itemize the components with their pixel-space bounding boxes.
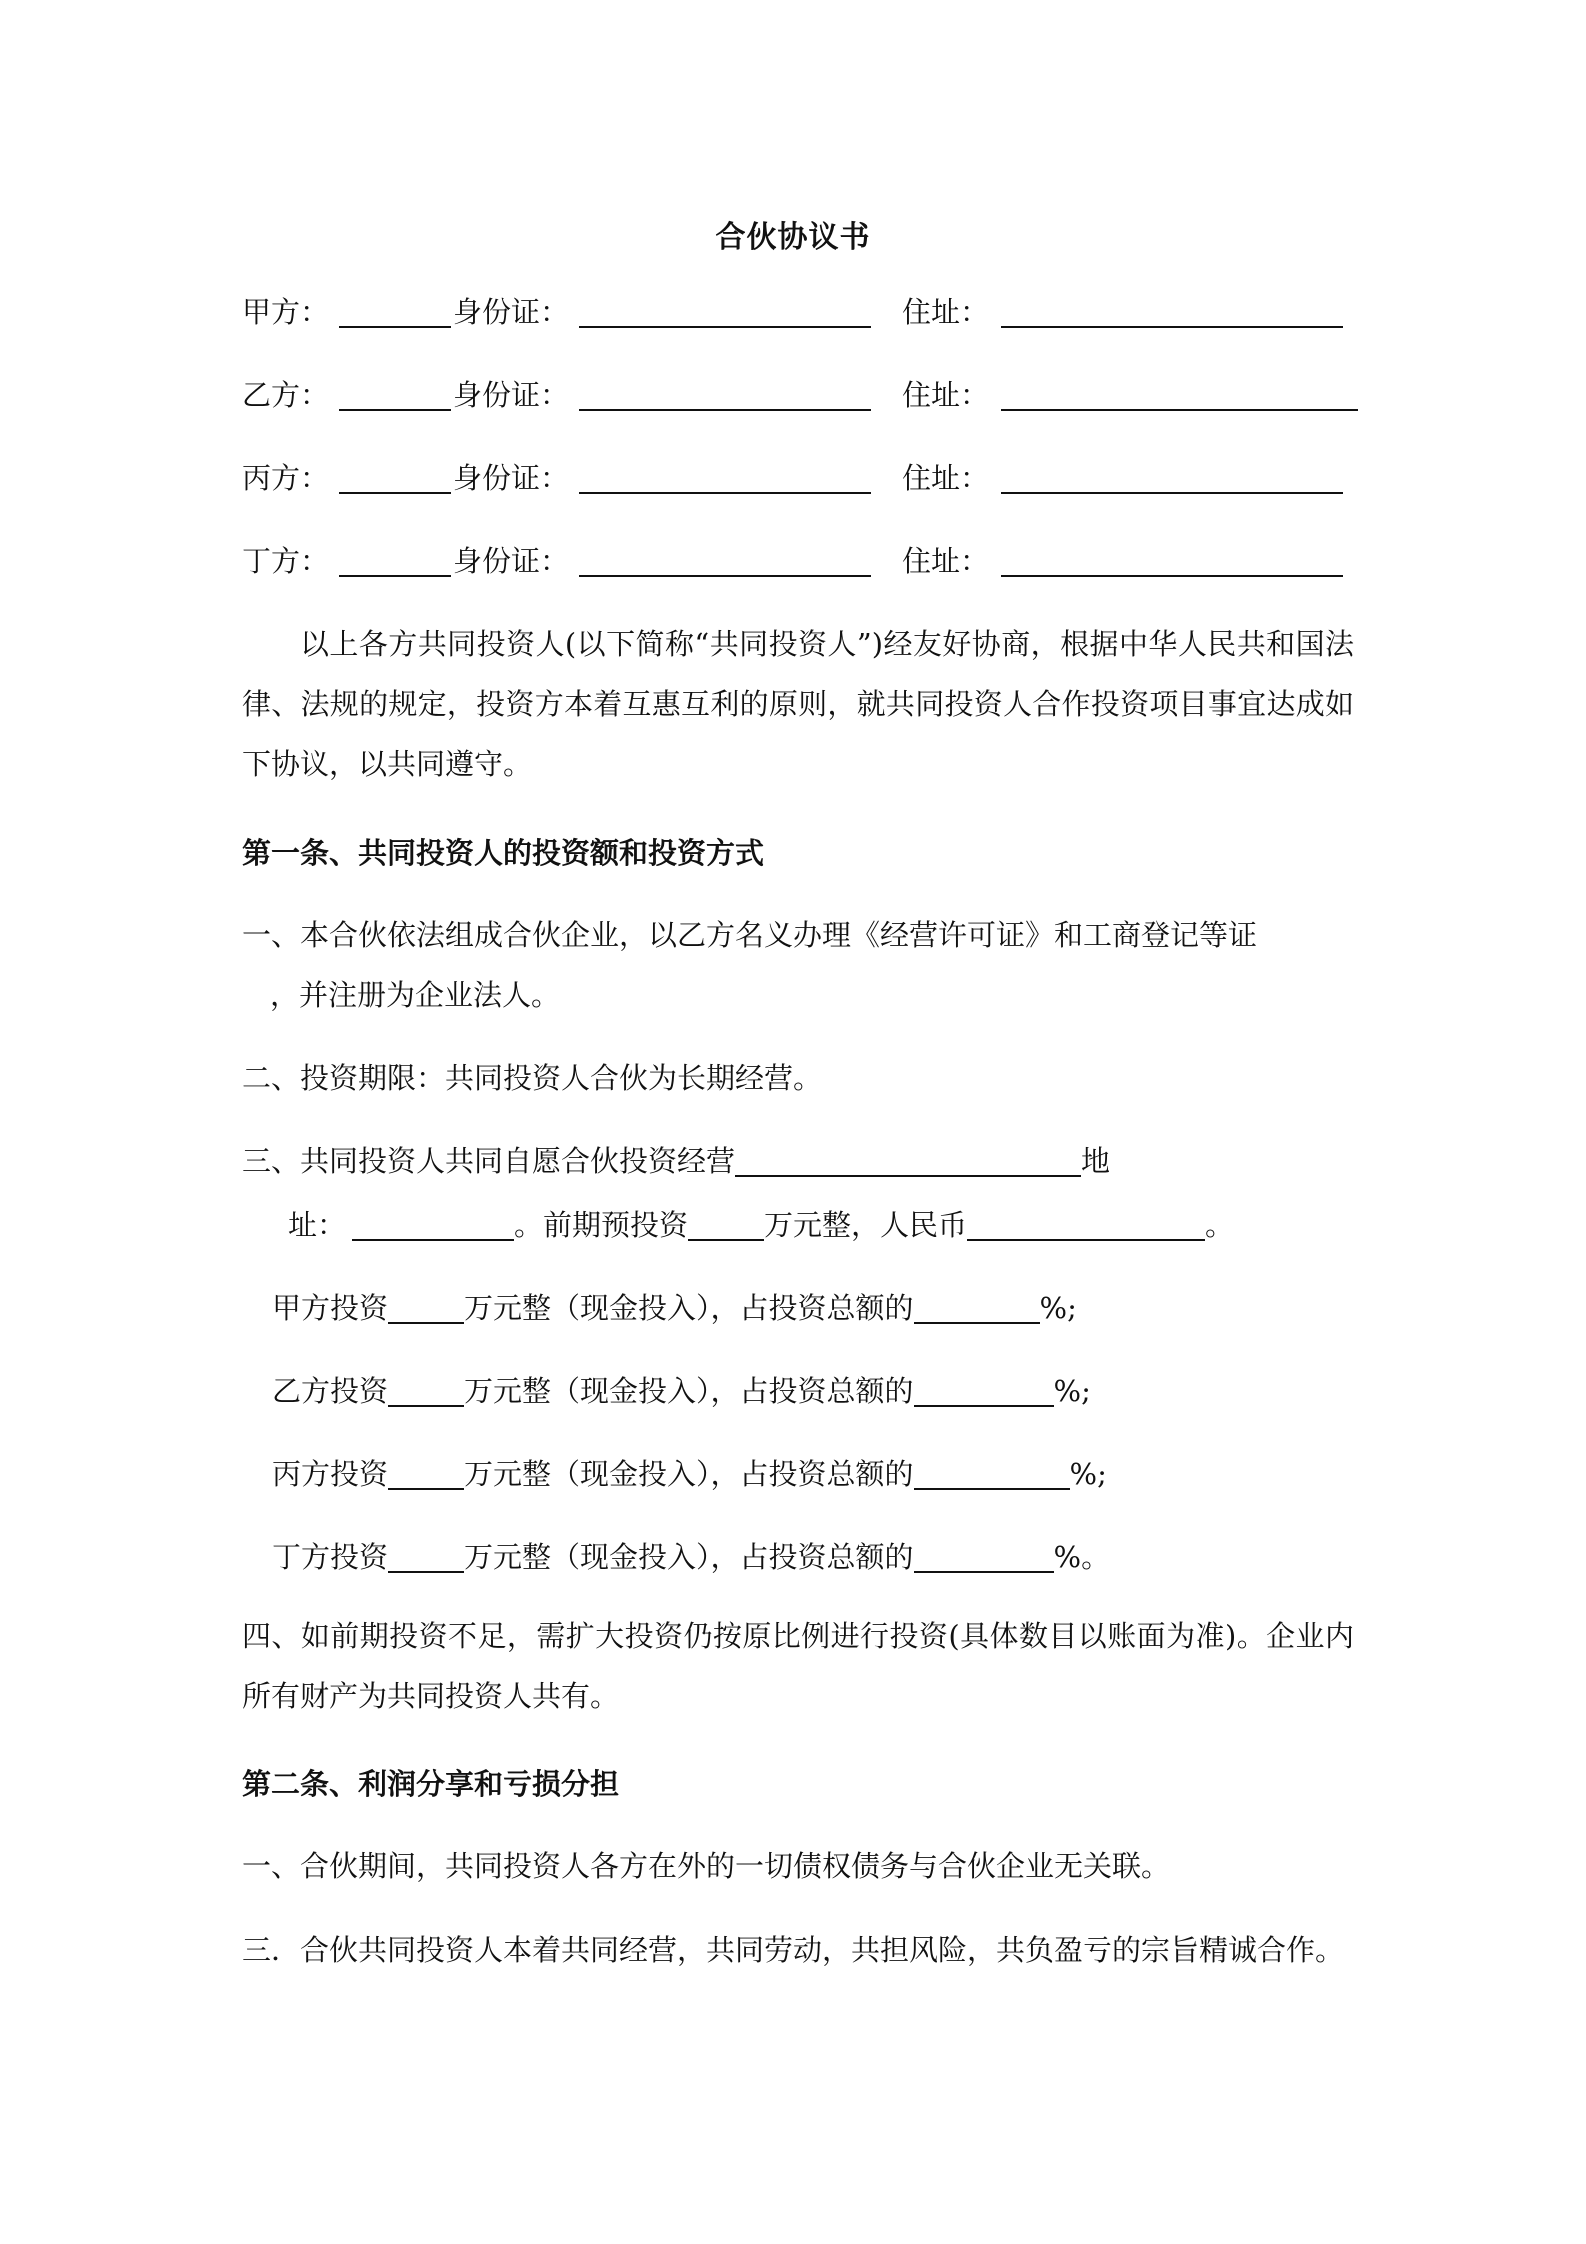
article1-item1-line1: 一、本合伙依法组成合伙企业，以乙方名义办理《经营许可证》和工商登记等证 bbox=[242, 918, 1258, 952]
article1-heading: 第一条、共同投资人的投资额和投资方式 bbox=[242, 836, 765, 870]
rmb-amount-blank bbox=[967, 1205, 1205, 1241]
investment-row-jia bbox=[272, 1288, 1077, 1328]
address-label: 住址： bbox=[902, 378, 990, 412]
preinvest-amount-blank bbox=[688, 1205, 764, 1241]
investment-mid: 万元整（现金投入），占投资总额的 bbox=[464, 1457, 914, 1491]
investment-percent-blank bbox=[914, 1288, 1040, 1324]
investment-percent-blank bbox=[914, 1371, 1054, 1407]
investment-amount-blank bbox=[388, 1537, 464, 1573]
investment-end: %。 bbox=[1053, 1540, 1111, 1574]
party-row-yi bbox=[242, 375, 1362, 415]
business-address-blank bbox=[352, 1205, 514, 1241]
address-label: 住址： bbox=[902, 295, 990, 329]
investment-row-yi bbox=[272, 1371, 1091, 1411]
address-label: 住址： bbox=[902, 544, 990, 578]
item3-rmb-label: 万元整，人民币 bbox=[764, 1208, 968, 1242]
article1-item3-line2 bbox=[288, 1205, 1234, 1245]
article1-item1-line2: ，并注册为企业法人。 bbox=[270, 978, 561, 1012]
investment-end: %; bbox=[1053, 1374, 1091, 1408]
party-label: 丙方： bbox=[242, 461, 330, 495]
article2-item3: 三．合伙共同投资人本着共同经营，共同劳动，共担风险，共负盈亏的宗旨精诚合作。 bbox=[242, 1933, 1345, 1967]
item3-preinvest-label: 。前期预投资 bbox=[514, 1208, 689, 1242]
article2-item1: 一、合伙期间，共同投资人各方在外的一切债权债务与合伙企业无关联。 bbox=[242, 1849, 1171, 1883]
party-label: 丁方： bbox=[242, 544, 330, 578]
investment-row-bing bbox=[272, 1454, 1107, 1494]
item3-end: 。 bbox=[1205, 1208, 1235, 1242]
business-name-blank bbox=[735, 1141, 1081, 1177]
article2-heading: 第二条、利润分享和亏损分担 bbox=[242, 1767, 620, 1801]
item3-text: 三、共同投资人共同自愿合伙投资经营 bbox=[242, 1144, 736, 1178]
investment-percent-blank bbox=[914, 1537, 1054, 1573]
investment-mid: 万元整（现金投入），占投资总额的 bbox=[464, 1540, 914, 1574]
document-title: 合伙协议书 bbox=[715, 220, 871, 255]
article1-item2: 二、投资期限：共同投资人合伙为长期经营。 bbox=[242, 1061, 823, 1095]
id-label: 身份证： bbox=[453, 544, 570, 578]
id-number-blank bbox=[579, 292, 871, 328]
article1-item3-line1 bbox=[242, 1141, 1110, 1181]
party-name-blank bbox=[339, 375, 451, 411]
article1-item4: 四、如前期投资不足，需扩大投资仍按原比例进行投资(具体数目以账面为准)。企业内所有财产为共同投资人共有。 bbox=[242, 1619, 1354, 1713]
party-row-bing bbox=[242, 458, 1362, 498]
investment-amount-blank bbox=[388, 1288, 464, 1324]
investment-mid: 万元整（现金投入），占投资总额的 bbox=[464, 1374, 914, 1408]
id-label: 身份证： bbox=[453, 461, 570, 495]
party-name-blank bbox=[339, 292, 451, 328]
party-name-blank bbox=[339, 541, 451, 577]
party-label: 乙方： bbox=[242, 378, 330, 412]
investment-label: 丁方投资 bbox=[272, 1540, 389, 1574]
id-label: 身份证： bbox=[453, 378, 570, 412]
address-blank bbox=[1001, 541, 1343, 577]
item3-address-label: 址： bbox=[288, 1208, 347, 1242]
party-label: 甲方： bbox=[242, 295, 330, 329]
investment-mid: 万元整（现金投入），占投资总额的 bbox=[464, 1291, 914, 1325]
investment-amount-blank bbox=[388, 1454, 464, 1490]
investment-label: 丙方投资 bbox=[272, 1457, 389, 1491]
id-number-blank bbox=[579, 375, 871, 411]
investment-label: 乙方投资 bbox=[272, 1374, 389, 1408]
id-number-blank bbox=[579, 458, 871, 494]
party-name-blank bbox=[339, 458, 451, 494]
investment-row-ding bbox=[272, 1537, 1110, 1577]
id-number-blank bbox=[579, 541, 871, 577]
investment-amount-blank bbox=[388, 1371, 464, 1407]
party-row-jia bbox=[242, 292, 1362, 332]
id-label: 身份证： bbox=[453, 295, 570, 329]
address-blank bbox=[1001, 375, 1358, 411]
investment-end: %; bbox=[1069, 1457, 1107, 1491]
investment-end: %; bbox=[1039, 1291, 1077, 1325]
investment-percent-blank bbox=[914, 1454, 1070, 1490]
item3-di: 地 bbox=[1081, 1144, 1111, 1178]
investment-label: 甲方投资 bbox=[272, 1291, 389, 1325]
party-row-ding bbox=[242, 541, 1362, 581]
address-blank bbox=[1001, 458, 1343, 494]
address-blank bbox=[1001, 292, 1343, 328]
intro-paragraph: 以上各方共同投资人(以下简称“共同投资人”)经友好协商，根据中华人民共和国法律、法规的规定，投资方本着互惠互利的原则，就共同投资人合作投资项目事宜达成如下协议，以共同遵守。 bbox=[242, 627, 1354, 781]
address-label: 住址： bbox=[902, 461, 990, 495]
